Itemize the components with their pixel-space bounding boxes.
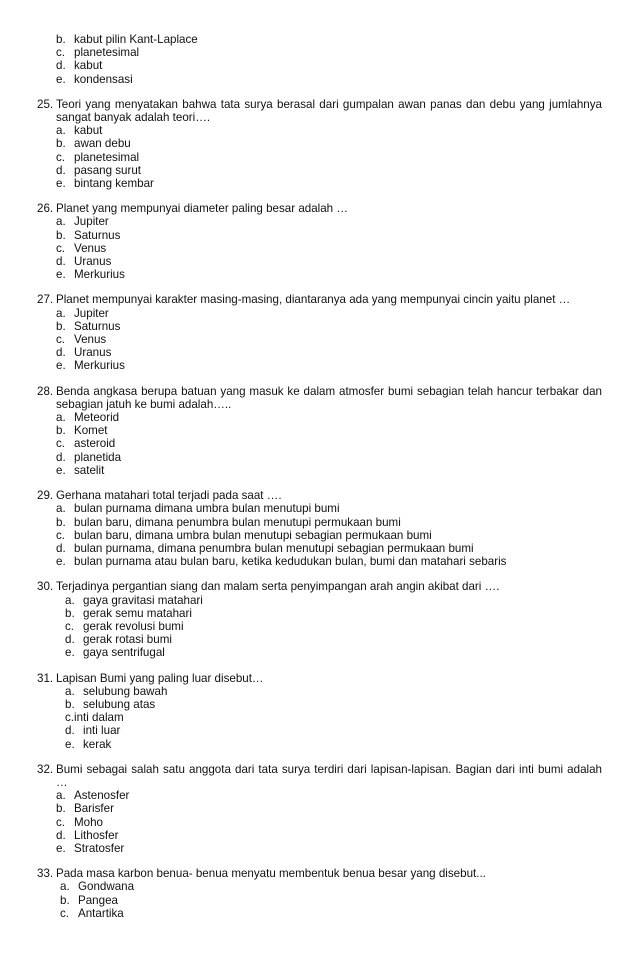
option-text: selubung atas bbox=[83, 697, 156, 711]
answer-option bbox=[0, 542, 638, 555]
answer-option bbox=[0, 255, 638, 268]
option-text: Uranus bbox=[74, 255, 112, 269]
option-letter: d. bbox=[56, 541, 66, 555]
option-text: Uranus bbox=[74, 346, 112, 360]
answer-option bbox=[0, 907, 638, 920]
question-stem bbox=[0, 293, 638, 306]
answer-option bbox=[0, 177, 638, 190]
option-letter: a. bbox=[56, 502, 66, 516]
option-letter: a. bbox=[56, 306, 66, 320]
option-text: bintang kembar bbox=[74, 177, 154, 191]
question-number: 30. bbox=[37, 580, 54, 594]
question-stem bbox=[0, 763, 638, 789]
option-text: bulan purnama dimana umbra bulan menutupi bumi bbox=[74, 502, 340, 516]
option-letter: e. bbox=[65, 737, 75, 751]
option-letter: b. bbox=[56, 802, 66, 816]
option-letter: c. bbox=[60, 906, 70, 920]
option-letter: d. bbox=[56, 828, 66, 842]
answer-option bbox=[0, 502, 638, 515]
document-page bbox=[0, 33, 638, 920]
answer-option bbox=[0, 842, 638, 855]
answer-option bbox=[0, 516, 638, 529]
question-stem bbox=[0, 580, 638, 593]
option-text: Jupiter bbox=[74, 306, 109, 320]
option-letter: b. bbox=[56, 228, 66, 242]
option-text: bulan purnama, dimana penumbra bulan menutupi sebagian permukaan bumi bbox=[74, 541, 474, 555]
option-text: Antartika bbox=[78, 906, 124, 920]
answer-option bbox=[0, 451, 638, 464]
option-text: selubung bawah bbox=[83, 684, 168, 698]
question-29 bbox=[0, 489, 638, 568]
question-25 bbox=[0, 98, 638, 190]
answer-option bbox=[0, 738, 638, 751]
answer-option bbox=[0, 164, 638, 177]
option-text: kabut bbox=[74, 59, 103, 73]
option-letter: a. bbox=[56, 124, 66, 138]
option-text: awan debu bbox=[74, 137, 131, 151]
option-letter: d. bbox=[56, 163, 66, 177]
option-text: planetida bbox=[74, 450, 122, 464]
answer-option bbox=[0, 33, 638, 46]
option-text: c.inti dalam bbox=[65, 711, 124, 725]
answer-option bbox=[0, 646, 638, 659]
option-letter: a. bbox=[56, 215, 66, 229]
question-number: 25. bbox=[37, 97, 54, 111]
option-text: inti luar bbox=[83, 724, 121, 738]
question-list bbox=[0, 98, 638, 920]
option-text: Lithosfer bbox=[74, 828, 119, 842]
option-text: Barisfer bbox=[74, 802, 114, 816]
question-text: Gerhana matahari total terjadi pada saat …. bbox=[56, 489, 282, 503]
option-text: Astenosfer bbox=[74, 789, 130, 803]
answer-option bbox=[0, 620, 638, 633]
option-letter: b. bbox=[60, 893, 70, 907]
option-text: kabut bbox=[74, 124, 103, 138]
answer-option bbox=[0, 685, 638, 698]
question-stem bbox=[0, 489, 638, 502]
option-letter: b. bbox=[65, 606, 75, 620]
option-text: planetesimal bbox=[74, 46, 140, 60]
option-text: planetesimal bbox=[74, 150, 140, 164]
question-number: 29. bbox=[37, 489, 54, 503]
option-letter: e. bbox=[56, 359, 66, 373]
option-text: gerak rotasi bumi bbox=[83, 633, 172, 647]
answer-option bbox=[0, 320, 638, 333]
option-text: Moho bbox=[74, 815, 104, 829]
question-text: Lapisan Bumi yang paling luar disebut… bbox=[56, 671, 264, 685]
answer-option bbox=[0, 137, 638, 150]
answer-option bbox=[0, 594, 638, 607]
option-text: Pangea bbox=[78, 893, 118, 907]
answer-option bbox=[0, 59, 638, 72]
option-letter: b. bbox=[56, 515, 66, 529]
option-letter: a. bbox=[65, 684, 75, 698]
option-letter: d. bbox=[56, 255, 66, 269]
option-letter: e. bbox=[56, 72, 66, 86]
question-text: Planet yang mempunyai diameter paling besar adalah … bbox=[56, 202, 348, 216]
question-32 bbox=[0, 763, 638, 855]
question-text: Teori yang menyatakan bahwa tata surya berasal dari gumpalan awan panas dan debu yang jumlahnya sangat banyak adalah teori…. bbox=[56, 97, 602, 125]
answer-option bbox=[0, 333, 638, 346]
option-letter: c. bbox=[65, 619, 75, 633]
question-stem bbox=[0, 672, 638, 685]
question-27 bbox=[0, 293, 638, 372]
option-text: bulan baru, dimana umbra bulan menutupi sebagian permukaan bumi bbox=[74, 528, 432, 542]
option-letter: e. bbox=[65, 646, 75, 660]
answer-option bbox=[0, 894, 638, 907]
answer-option bbox=[0, 802, 638, 815]
option-text: bulan baru, dimana penumbra bulan menutupi permukaan bumi bbox=[74, 515, 401, 529]
option-letter: b. bbox=[56, 137, 66, 151]
option-text: Venus bbox=[74, 333, 107, 347]
option-text: bulan purnama atau bulan baru, ketika kedudukan bulan, bumi dan matahari sebaris bbox=[74, 555, 507, 569]
answer-option bbox=[0, 346, 638, 359]
question-33 bbox=[0, 867, 638, 920]
option-letter: b. bbox=[56, 319, 66, 333]
option-text: Merkurius bbox=[74, 359, 125, 373]
answer-option bbox=[0, 698, 638, 711]
option-letter: c. bbox=[56, 333, 66, 347]
answer-option bbox=[0, 555, 638, 568]
question-stem bbox=[0, 202, 638, 215]
answer-option bbox=[0, 307, 638, 320]
question-text: Pada masa karbon benua- benua menyatu membentuk benua besar yang disebut... bbox=[56, 867, 486, 881]
answer-option bbox=[0, 816, 638, 829]
question-text: Terjadinya pergantian siang dan malam serta penyimpangan arah angin akibat dari …. bbox=[56, 580, 500, 594]
option-text: kabut pilin Kant-Laplace bbox=[74, 33, 198, 46]
question-number: 33. bbox=[37, 867, 54, 881]
option-letter: c. bbox=[56, 528, 66, 542]
option-letter: c. bbox=[56, 241, 66, 255]
answer-option bbox=[0, 437, 638, 450]
question-number: 31. bbox=[37, 671, 54, 685]
answer-option bbox=[0, 829, 638, 842]
answer-option bbox=[0, 242, 638, 255]
answer-option bbox=[0, 711, 638, 724]
answer-option bbox=[0, 464, 638, 477]
option-letter: a. bbox=[65, 593, 75, 607]
answer-option bbox=[0, 633, 638, 646]
option-letter: d. bbox=[56, 450, 66, 464]
answer-option bbox=[0, 215, 638, 228]
question-text: Bumi sebagai salah satu anggota dari tata surya terdiri dari lapisan-lapisan. Bagian dari inti bumi adalah … bbox=[56, 762, 602, 789]
option-letter: c. bbox=[56, 437, 66, 451]
answer-option bbox=[0, 46, 638, 59]
answer-option bbox=[0, 359, 638, 372]
option-text: Venus bbox=[74, 241, 107, 255]
option-text: gaya gravitasi matahari bbox=[83, 593, 203, 607]
option-letter: a. bbox=[60, 880, 70, 894]
option-letter: b. bbox=[56, 33, 66, 46]
answer-option bbox=[0, 607, 638, 620]
option-text: gerak semu matahari bbox=[83, 606, 192, 620]
question-text: Benda angkasa berupa batuan yang masuk ke dalam atmosfer bumi sebagian telah hancur terbakar dan sebagian jatuh ke bumi adalah….. bbox=[56, 384, 602, 411]
option-letter: e. bbox=[56, 177, 66, 191]
option-letter: c. bbox=[56, 46, 66, 60]
option-letter: c. bbox=[56, 150, 66, 164]
question-number: 28. bbox=[37, 384, 54, 398]
option-text: kerak bbox=[83, 737, 112, 751]
option-letter: c. bbox=[56, 815, 66, 829]
question-stem bbox=[0, 867, 638, 880]
question-31 bbox=[0, 672, 638, 751]
option-letter: e. bbox=[56, 268, 66, 282]
question-text: Planet mempunyai karakter masing-masing, diantaranya ada yang mempunyai cincin yaitu planet … bbox=[56, 293, 571, 307]
question-30 bbox=[0, 580, 638, 659]
option-letter: d. bbox=[65, 724, 75, 738]
option-letter: e. bbox=[56, 841, 66, 855]
option-letter: b. bbox=[56, 424, 66, 438]
option-text: kondensasi bbox=[74, 72, 133, 86]
question-24-options-continued bbox=[0, 33, 638, 86]
answer-option bbox=[0, 73, 638, 86]
answer-option bbox=[0, 268, 638, 281]
option-letter: d. bbox=[56, 59, 66, 73]
question-stem bbox=[0, 98, 638, 124]
option-text: Jupiter bbox=[74, 215, 109, 229]
option-text: Komet bbox=[74, 424, 108, 438]
option-text: gaya sentrifugal bbox=[83, 646, 165, 660]
option-letter: a. bbox=[56, 789, 66, 803]
question-number: 32. bbox=[37, 762, 54, 776]
answer-option bbox=[0, 529, 638, 542]
option-letter: d. bbox=[65, 633, 75, 647]
option-text: satelit bbox=[74, 463, 105, 477]
option-letter: a. bbox=[56, 411, 66, 425]
answer-option bbox=[0, 789, 638, 802]
option-letter: d. bbox=[56, 346, 66, 360]
option-letter: e. bbox=[56, 555, 66, 569]
option-letter: e. bbox=[56, 463, 66, 477]
option-text: Stratosfer bbox=[74, 841, 125, 855]
answer-option bbox=[0, 124, 638, 137]
question-28 bbox=[0, 385, 638, 477]
option-text: pasang surut bbox=[74, 163, 142, 177]
answer-option bbox=[0, 229, 638, 242]
question-stem bbox=[0, 385, 638, 411]
option-text: asteroid bbox=[74, 437, 116, 451]
option-text: Saturnus bbox=[74, 319, 121, 333]
answer-option bbox=[0, 724, 638, 737]
answer-option bbox=[0, 424, 638, 437]
option-text: Gondwana bbox=[78, 880, 135, 894]
answer-option bbox=[0, 151, 638, 164]
option-text: Saturnus bbox=[74, 228, 121, 242]
option-text: gerak revolusi bumi bbox=[83, 619, 184, 633]
question-number: 27. bbox=[37, 293, 54, 307]
answer-option bbox=[0, 411, 638, 424]
question-26 bbox=[0, 202, 638, 281]
answer-option bbox=[0, 880, 638, 893]
option-text: Meteorid bbox=[74, 411, 120, 425]
option-letter: b. bbox=[65, 697, 75, 711]
question-number: 26. bbox=[37, 202, 54, 216]
option-text: Merkurius bbox=[74, 268, 125, 282]
